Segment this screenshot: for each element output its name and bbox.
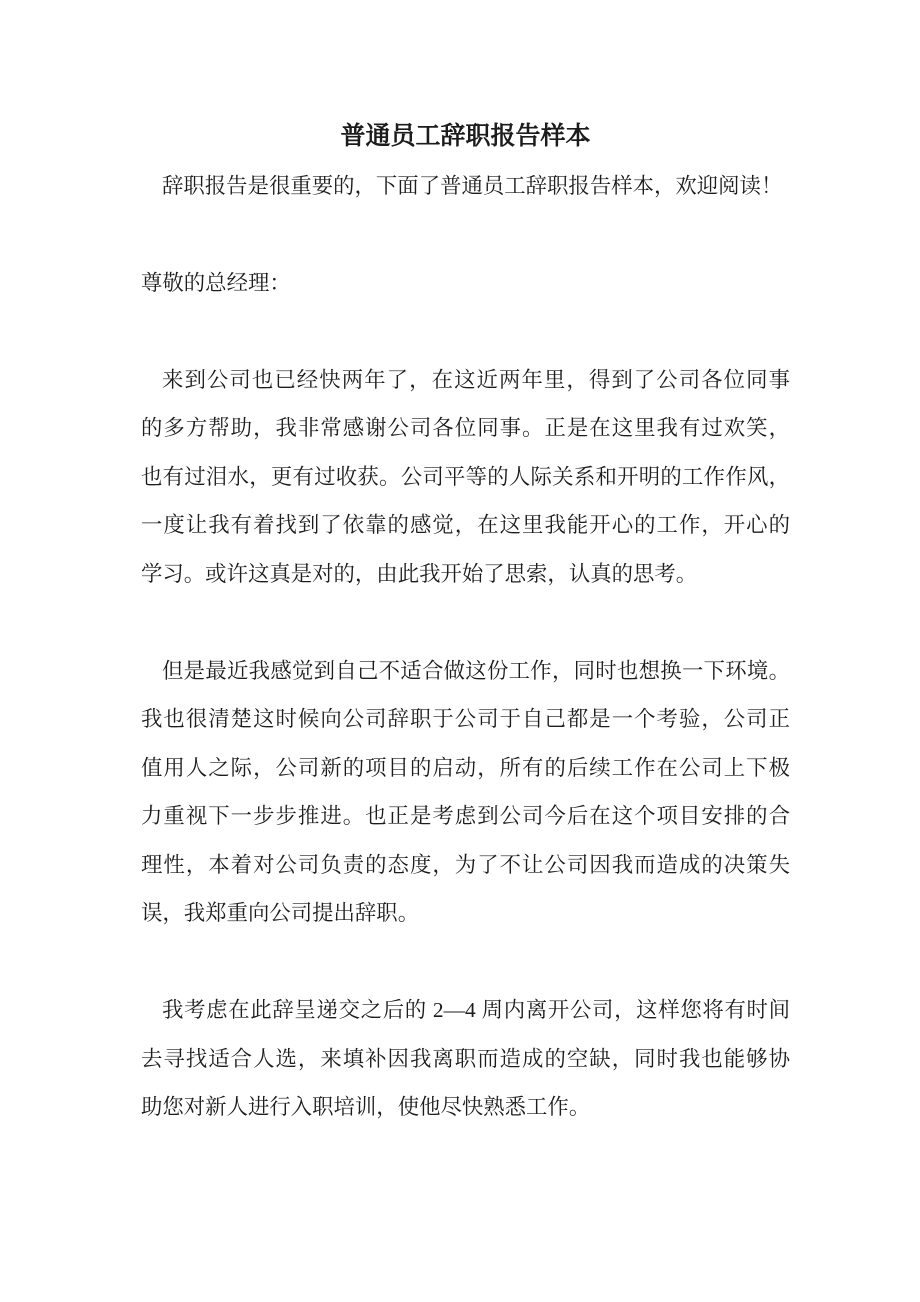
document-title: 普通员工辞职报告样本 [340,123,591,150]
blank-line [141,307,790,356]
paragraph-line: 但是最近我感觉到自己不适合做这份工作，同时也想换一下环境。 [162,658,790,683]
paragraph-line: 我也很清楚这时候向公司辞职于公司于自己都是一个考验，公司正 [141,707,790,731]
paragraph-line: 我考虑在此辞呈递交之后的 2—4 周内离开公司，这样您将有时间 [162,998,790,1022]
paragraph-line: 的多方帮助，我非常感谢公司各位同事。正是在这里我有过欢笑， [141,416,790,440]
salutation: 尊敬的总经理： [141,270,291,295]
blank-line [141,598,790,647]
intro-paragraph: 辞职报告是很重要的，下面了普通员工辞职报告样本，欢迎阅读！ [162,173,783,198]
paragraph-line: 去寻找适合人选，来填补因我离职而造成的空缺，同时我也能够协 [141,1046,790,1071]
blank-line [141,938,790,987]
blank-line [141,210,790,259]
paragraph-line: 学习。或许这真是对的，由此我开始了思索，认真的思考。 [141,561,698,586]
paragraph-line: 助您对新人进行入职培训，使他尽快熟悉工作。 [141,1095,591,1119]
paragraph-line: 一度让我有着找到了依靠的感觉，在这里我能开心的工作，开心的 [141,513,790,537]
document-content [141,113,790,1132]
paragraph-line: 值用人之际，公司新的项目的启动，所有的后续工作在公司上下极 [141,755,790,780]
paragraph-line: 理性，本着对公司负责的态度，为了不让公司因我而造成的决策失 [141,852,790,877]
paragraph-line: 来到公司也已经快两年了，在这近两年里，得到了公司各位同事 [162,367,790,392]
paragraph-line: 误，我郑重向公司提出辞职。 [141,901,420,925]
paragraph-line: 力重视下一步步推进。也正是考虑到公司今后在这个项目安排的合 [141,804,790,828]
paragraph-line: 也有过泪水，更有过收获。公司平等的人际关系和开明的工作作风， [141,464,790,489]
